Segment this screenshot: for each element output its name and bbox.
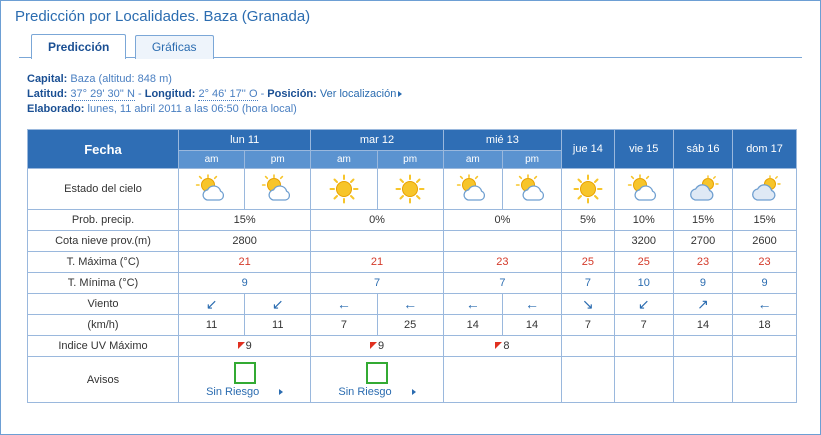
sun-cloud-icon	[615, 174, 673, 204]
uv-cell-4	[614, 336, 673, 357]
uv-cell-0	[179, 336, 311, 357]
cloud-sun-icon	[674, 174, 732, 204]
wind-arrow-w-icon: ←	[403, 296, 418, 312]
header-day-mie13: mié 13	[443, 130, 561, 151]
sun-cloud-icon	[444, 174, 502, 204]
header-day-dom17: dom 17	[733, 130, 797, 169]
tmin-cell-4: 10	[614, 273, 673, 294]
sun-cloud-icon	[503, 174, 561, 204]
table-row-sky	[28, 169, 797, 210]
row-label-wind-speed: (km/h)	[28, 315, 179, 336]
tab-bar	[19, 33, 802, 58]
row-label-precip: Prob. precip.	[28, 210, 179, 231]
elaborado-value: lunes, 11 abril 2011 a las 06:50 (hora local)	[87, 103, 297, 115]
sky-cell-3	[377, 169, 443, 210]
wind-speed-cell-0: 11	[179, 315, 245, 336]
wind-arrow-sw-icon: ↙	[271, 295, 284, 312]
wind-arrow-sw-icon: ↘	[582, 295, 594, 312]
table-row-tmax	[28, 252, 797, 273]
sky-cell-4	[443, 169, 502, 210]
header-day-vie15: vie 15	[614, 130, 673, 169]
arrow-right-icon[interactable]	[279, 389, 283, 395]
sky-cell-6	[562, 169, 614, 210]
row-label-tmax: T. Máxima (°C)	[28, 252, 179, 273]
table-row-wind-speed	[28, 315, 797, 336]
snow-cell-6: 2600	[733, 231, 797, 252]
sun-cloud-icon	[245, 174, 310, 204]
wind-dir-cell-5	[502, 294, 561, 315]
header-half-mie13-am: am	[443, 151, 502, 169]
wind-arrow-w-icon: ←	[336, 296, 351, 312]
cloud-sun-icon	[733, 174, 796, 204]
location-meta	[27, 72, 820, 117]
uv-cell-2	[443, 336, 561, 357]
snow-cell-1	[311, 231, 443, 252]
header-day-mar12: mar 12	[311, 130, 443, 151]
wind-dir-cell-6	[562, 294, 614, 315]
tmin-cell-2: 7	[443, 273, 561, 294]
elaborado-label: Elaborado:	[27, 103, 85, 115]
aviso-text-1: Sin Riesgo	[338, 385, 392, 398]
tmin-cell-6: 9	[733, 273, 797, 294]
aviso-cell-1[interactable]	[311, 357, 443, 403]
wind-dir-cell-4	[443, 294, 502, 315]
uv-cell-6	[733, 336, 797, 357]
sky-cell-7	[614, 169, 673, 210]
header-half-lun11-pm: pm	[245, 151, 311, 169]
wind-speed-cell-5: 14	[502, 315, 561, 336]
meta-line-coords	[27, 87, 820, 102]
sky-cell-2	[311, 169, 377, 210]
sky-cell-1	[245, 169, 311, 210]
tmin-cell-5: 9	[673, 273, 732, 294]
tmax-cell-6: 23	[733, 252, 797, 273]
tab-prediccion[interactable]: Predicción	[31, 34, 126, 59]
sun-icon	[378, 174, 443, 204]
tmax-cell-2: 23	[443, 252, 561, 273]
latitud-label: Latitud:	[27, 88, 68, 100]
meta-separator-1: -	[137, 88, 142, 100]
tmin-cell-0: 9	[179, 273, 311, 294]
wind-arrow-w-icon: ←	[757, 296, 772, 312]
sky-cell-8	[673, 169, 732, 210]
tmin-cell-1: 7	[311, 273, 443, 294]
tmax-cell-0: 21	[179, 252, 311, 273]
header-half-mar12-am: am	[311, 151, 377, 169]
aviso-cell-6	[733, 357, 797, 403]
aviso-text-0: Sin Riesgo	[206, 385, 260, 398]
wind-speed-cell-7: 7	[614, 315, 673, 336]
wind-speed-cell-1: 11	[245, 315, 311, 336]
aviso-label-row	[179, 386, 310, 398]
uv-cell-5	[673, 336, 732, 357]
posicion-label: Posición:	[267, 88, 317, 100]
aviso-cell-5	[673, 357, 732, 403]
tmax-cell-5: 23	[673, 252, 732, 273]
aviso-cell-2	[443, 357, 561, 403]
tab-graficas[interactable]: Gráficas	[135, 35, 214, 59]
tmax-cell-4: 25	[614, 252, 673, 273]
precip-cell-4: 10%	[614, 210, 673, 231]
sky-cell-0	[179, 169, 245, 210]
precip-cell-0: 15%	[179, 210, 311, 231]
wind-speed-cell-2: 7	[311, 315, 377, 336]
precip-cell-3: 5%	[562, 210, 614, 231]
sun-icon	[562, 174, 613, 204]
header-half-lun11-am: am	[179, 151, 245, 169]
wind-dir-cell-0	[179, 294, 245, 315]
wind-arrow-w-icon: ←	[525, 296, 540, 312]
tmax-cell-3: 25	[562, 252, 614, 273]
table-row-uv	[28, 336, 797, 357]
sun-icon	[311, 174, 376, 204]
header-half-mie13-pm: pm	[502, 151, 561, 169]
arrow-right-icon[interactable]	[412, 389, 416, 395]
precip-cell-6: 15%	[733, 210, 797, 231]
table-header-row	[28, 130, 797, 151]
snow-cell-3	[562, 231, 614, 252]
meta-separator-2: -	[260, 88, 265, 100]
wind-speed-cell-6: 7	[562, 315, 614, 336]
wind-dir-cell-7	[614, 294, 673, 315]
wind-dir-cell-9	[733, 294, 797, 315]
precip-cell-2: 0%	[443, 210, 561, 231]
forecast-table	[27, 129, 797, 403]
page-title: Predicción por Localidades. Baza (Granada)	[15, 8, 311, 25]
aviso-cell-3	[562, 357, 614, 403]
meta-line-capital	[27, 72, 820, 87]
latitud-value: 37° 29' 30'' N	[70, 88, 135, 100]
row-label-uv: Indice UV Máximo	[28, 336, 179, 357]
wind-arrow-w-icon: ←	[465, 296, 480, 312]
table-row-snow	[28, 231, 797, 252]
uv-flag-icon	[370, 340, 378, 352]
header-day-jue14: jue 14	[562, 130, 614, 169]
header-day-sab16: sáb 16	[673, 130, 732, 169]
uv-flag-icon	[238, 340, 246, 352]
header-fecha: Fecha	[28, 130, 179, 169]
table-row-wind-dir	[28, 294, 797, 315]
uv-cell-1	[311, 336, 443, 357]
row-label-wind: Viento	[28, 294, 179, 315]
wind-speed-cell-9: 18	[733, 315, 797, 336]
wind-arrow-sw-icon: ↙	[205, 295, 218, 312]
uv-cell-3	[562, 336, 614, 357]
snow-cell-0: 2800	[179, 231, 311, 252]
uv-value-1: 9	[377, 340, 385, 352]
ver-localizacion-link[interactable]: Ver localización	[319, 88, 397, 100]
row-label-snow: Cota nieve prov.(m)	[28, 231, 179, 252]
wind-arrow-ne-icon: ↗	[697, 295, 709, 312]
wind-speed-cell-4: 14	[443, 315, 502, 336]
row-label-tmin: T. Mínima (°C)	[28, 273, 179, 294]
longitud-label: Longitud:	[144, 88, 196, 100]
snow-cell-2	[443, 231, 561, 252]
aviso-cell-0[interactable]	[179, 357, 311, 403]
snow-cell-4: 3200	[614, 231, 673, 252]
table-row-precip	[28, 210, 797, 231]
arrow-right-icon	[398, 91, 402, 97]
sky-cell-5	[502, 169, 561, 210]
longitud-value: 2° 46' 17'' O	[198, 88, 258, 100]
row-label-sky: Estado del cielo	[28, 169, 179, 210]
table-row-avisos	[28, 357, 797, 403]
aviso-label-row	[311, 386, 442, 398]
wind-dir-cell-1	[245, 294, 311, 315]
uv-value-0: 9	[245, 340, 252, 352]
table-row-tmin	[28, 273, 797, 294]
header-day-lun11: lun 11	[179, 130, 311, 151]
tmin-cell-3: 7	[562, 273, 614, 294]
wind-dir-cell-3	[377, 294, 443, 315]
wind-dir-cell-8	[673, 294, 732, 315]
wind-speed-cell-8: 14	[673, 315, 732, 336]
wind-dir-cell-2	[311, 294, 377, 315]
sun-cloud-icon	[179, 174, 244, 204]
tmax-cell-1: 21	[311, 252, 443, 273]
wind-arrow-sw-icon: ↙	[637, 295, 650, 312]
precip-cell-1: 0%	[311, 210, 443, 231]
precip-cell-5: 15%	[673, 210, 732, 231]
capital-label: Capital:	[27, 73, 68, 85]
uv-value-2: 8	[503, 340, 510, 352]
row-label-avisos: Avisos	[28, 357, 179, 403]
aviso-cell-4	[614, 357, 673, 403]
snow-cell-5: 2700	[673, 231, 732, 252]
wind-speed-cell-3: 25	[377, 315, 443, 336]
sky-cell-9	[733, 169, 797, 210]
aviso-level-box	[234, 362, 256, 384]
aviso-level-box	[366, 362, 388, 384]
header-half-mar12-pm: pm	[377, 151, 443, 169]
capital-value: Baza (altitud: 848 m)	[70, 73, 172, 85]
meta-line-elaborado	[27, 102, 820, 117]
